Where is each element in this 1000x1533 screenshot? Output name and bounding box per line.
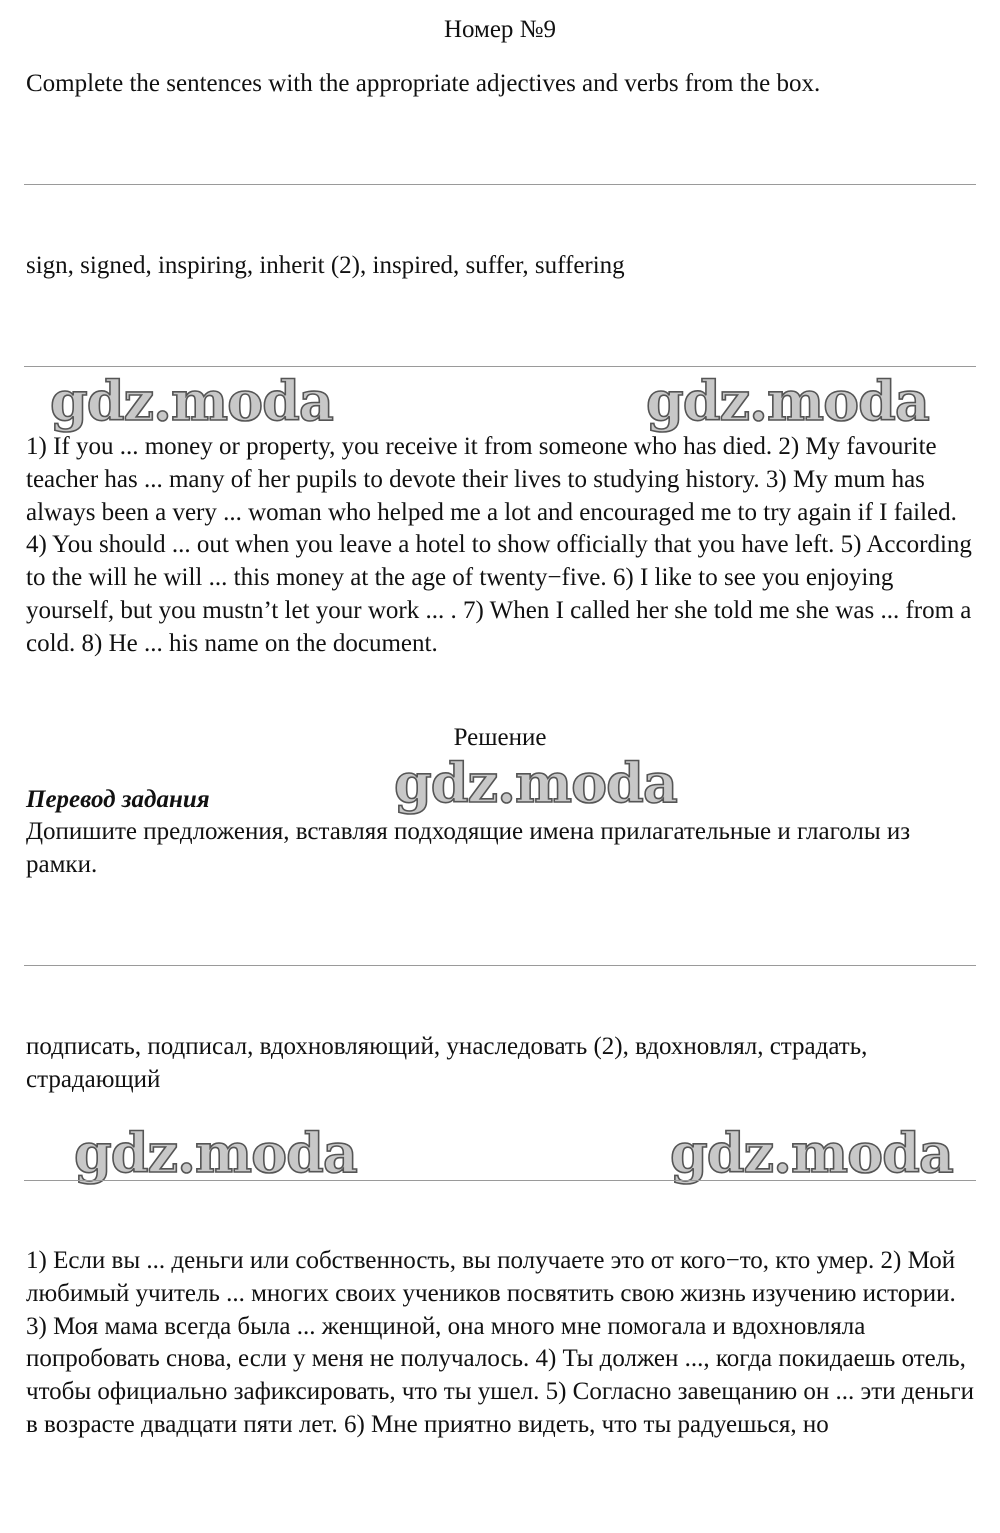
divider-4	[24, 1180, 976, 1181]
translation-word-box: подписать, подписал, вдохновляющий, унаследовать (2), вдохновлял, страдать, страдающий	[26, 1033, 868, 1093]
watermark-logo	[72, 1122, 362, 1186]
svg-text:gdz.moda: gdz.moda	[646, 370, 929, 433]
solution-heading: Решение	[453, 724, 547, 751]
svg-text:gdz.moda: gdz.moda	[670, 1122, 953, 1185]
task-sentences: 1) If you ... money or property, you receive it from someone who has died. 2) My favourite teacher has ... many of her pupils to devote their lives to studying history. 3) My mum has always been a very ... woman who helped me a lot and encouraged me to try again if I failed. 4) You should ... out when you leave a hotel to show officially that you have left. 5) According to the will he will ... this money at the age of twenty−five. 6) I like to see you enjoying yourself, but you mustn’t let your work ... . 7) When I called her she told me she was ... from a cold. 8) He ... his name on the document.	[26, 433, 972, 657]
svg-text:gdz.moda: gdz.moda	[394, 752, 677, 815]
watermark-logo	[392, 752, 682, 816]
divider-3	[24, 965, 976, 966]
svg-text:gdz.moda: gdz.moda	[50, 370, 333, 433]
translation-instruction: Допишите предложения, вставляя подходящие имена прилагательные и глаголы из рамки.	[26, 818, 911, 878]
svg-text:gdz.moda: gdz.moda	[74, 1122, 357, 1185]
word-box: sign, signed, inspiring, inherit (2), inspired, suffer, suffering	[26, 252, 625, 279]
task-instruction: Complete the sentences with the appropriate adjectives and verbs from the box.	[26, 70, 821, 97]
translation-heading: Перевод задания	[26, 786, 210, 813]
watermark-logo	[644, 370, 934, 434]
watermark-logo	[48, 370, 338, 434]
watermark-logo	[668, 1122, 958, 1186]
translation-sentences: 1) Если вы ... деньги или собственность, вы получаете это от кого−то, кто умер. 2) Мой любимый учитель ... многих своих учеников посвятить свою жизнь изучению истории. 3) Моя мама всегда была ... женщиной, она много мне помогала и вдохновляла попробовать снова, если у меня не получалось. 4) Ты должен ..., когда покидаешь отель, чтобы официально зафиксировать, что ты ушел. 5) Согласно завещанию он ... эти деньги в возрасте двадцати пяти лет. 6) Мне приятно видеть, что ты радуешься, но	[26, 1247, 975, 1438]
divider-1	[24, 184, 976, 185]
divider-2	[24, 366, 976, 367]
page-title: Номер №9	[443, 16, 557, 43]
